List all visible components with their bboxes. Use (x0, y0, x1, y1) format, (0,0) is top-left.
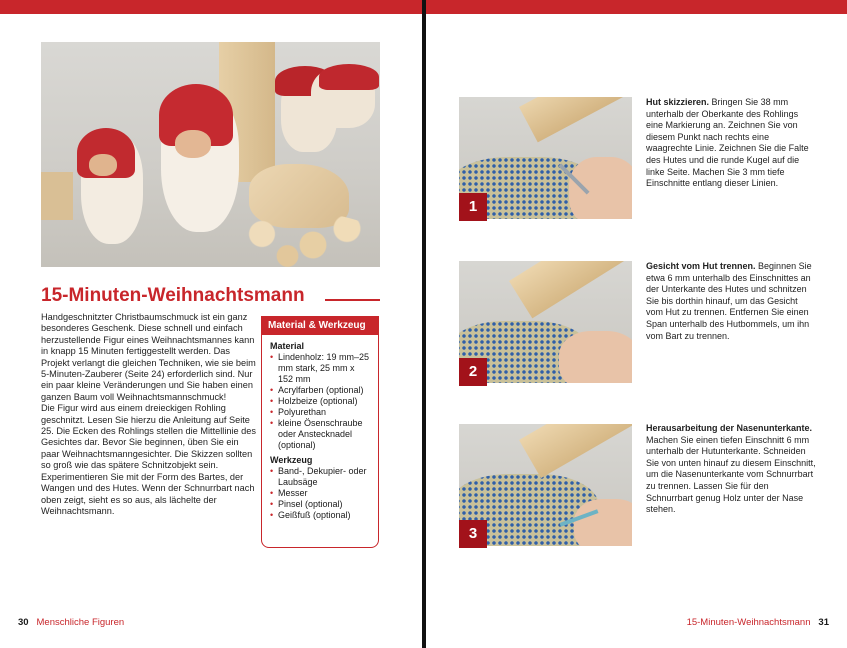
list-item: • Messer (270, 488, 372, 499)
section-name-right: 15-Minuten-Weihnachtsmann (686, 617, 811, 628)
intro-paragraph-2: Die Figur wird aus einem dreieckigen Rohling geschnitzt. Lesen Sie hierzu die Anleitung auf Seite 25. Die Ecken des Rohlings stellen die Mittellinie des Gesichtes dar. Bevor Sie beginnen, üben Sie ein paar Weihnachtsmanngesichter. Die Skizzen sollten so groß wie das spätere Schnitzobjekt sein. Experimentieren Sie mit der Form des Bartes, der Wangen und des Hutes. Wenn der Schnurrbart nach oben zeigt, sieht es so aus, als lächelte der Weihnachtsmann. (41, 403, 257, 516)
list-item: • kleine Ösenschraube oder Anstecknadel (optional) (270, 418, 372, 451)
material-subheading: Material (270, 341, 305, 351)
page-gutter (422, 0, 426, 648)
step-1-heading: Hut skizzieren. (646, 97, 710, 107)
step-3-badge: 3 (459, 520, 487, 548)
top-color-bar-right (426, 0, 847, 14)
step-2-text (646, 261, 816, 342)
list-item: • Geißfuß (optional) (270, 510, 372, 521)
materials-box (261, 316, 379, 548)
left-folio (18, 617, 124, 628)
santa-figures-photo (41, 42, 380, 267)
tools-list (270, 466, 372, 521)
material-list (270, 352, 372, 451)
step-2-heading: Gesicht vom Hut trennen. (646, 261, 756, 271)
page-number-left: 30 (18, 617, 29, 628)
tools-subheading: Werkzeug (270, 455, 313, 465)
title-rule (325, 299, 380, 301)
list-item: • Polyurethan (270, 407, 372, 418)
page-title: 15-Minuten-Weihnachtsmann (41, 285, 305, 306)
intro-text (41, 312, 256, 517)
step-3-body: Machen Sie einen tiefen Einschnitt 6 mm unterhalb der Hutunterkante. Schneiden Sie von unten hinauf zu diesem Einschnitt, um die Nasenunterkante vom Schnurrbart zu trennen. Lassen Sie für den Schnurrbart genug Holz unter der Nase stehen. (646, 434, 816, 515)
intro-paragraph-1: Handgeschnitzter Christbaumschmuck ist ein ganz besonderes Geschenk. Diese schnell und einfach herzustellende Figur eines Weihnachtsmannes kann in knapp 15 Minuten fertiggestellt werden. Das Projekt verlangt die gleichen Techniken, wie sie beim 5-Minuten-Zauberer (Seite 24) erforderlich sind. Nur ein paar kleine Veränderungen und Sie haben einen ganzen Baum voll Weihnachtsmannschmuck! (41, 312, 256, 402)
step-3-text (646, 423, 816, 516)
step-1-text (646, 97, 816, 190)
materials-box-heading: Material & Werkzeug (262, 317, 378, 335)
list-item: • Pinsel (optional) (270, 499, 372, 510)
step-2-badge: 2 (459, 358, 487, 386)
list-item: • Lindenholz: 19 mm–25 mm stark, 25 mm x 152 mm (270, 352, 372, 385)
step-1-body: Bringen Sie 38 mm unterhalb der Oberkante des Rohlings eine Markierung an. Zeichnen Sie von diesem Punkt nach rechts eine waagrechte Linie. Zeichnen Sie die Falte des Hutes und die runde Kugel auf die linke Seite. Machen Sie 3 mm tiefe Einschnitte entlang dieser Linien. (646, 97, 809, 189)
list-item: • Band-, Dekupier- oder Laubsäge (270, 466, 372, 488)
step-3-heading: Herausarbeitung der Nasenunterkante. (646, 423, 813, 433)
top-color-bar-left (0, 0, 422, 14)
list-item: • Holzbeize (optional) (270, 396, 372, 407)
step-1-badge: 1 (459, 193, 487, 221)
section-name-left: Menschliche Figuren (36, 617, 125, 628)
list-item: • Acrylfarben (optional) (270, 385, 372, 396)
step-2-body: Beginnen Sie etwa 6 mm unterhalb des Einschnittes an der Unterkante des Hutes und schnitzen Sie bis dorthin hinauf, um das Gesicht vom Hut zu trennen. Entfernen Sie einen Span unterhalb des Hutbommels, um ihn vom Bart zu trennen. (646, 261, 812, 341)
page-number-right: 31 (818, 617, 829, 628)
right-folio (687, 617, 829, 628)
